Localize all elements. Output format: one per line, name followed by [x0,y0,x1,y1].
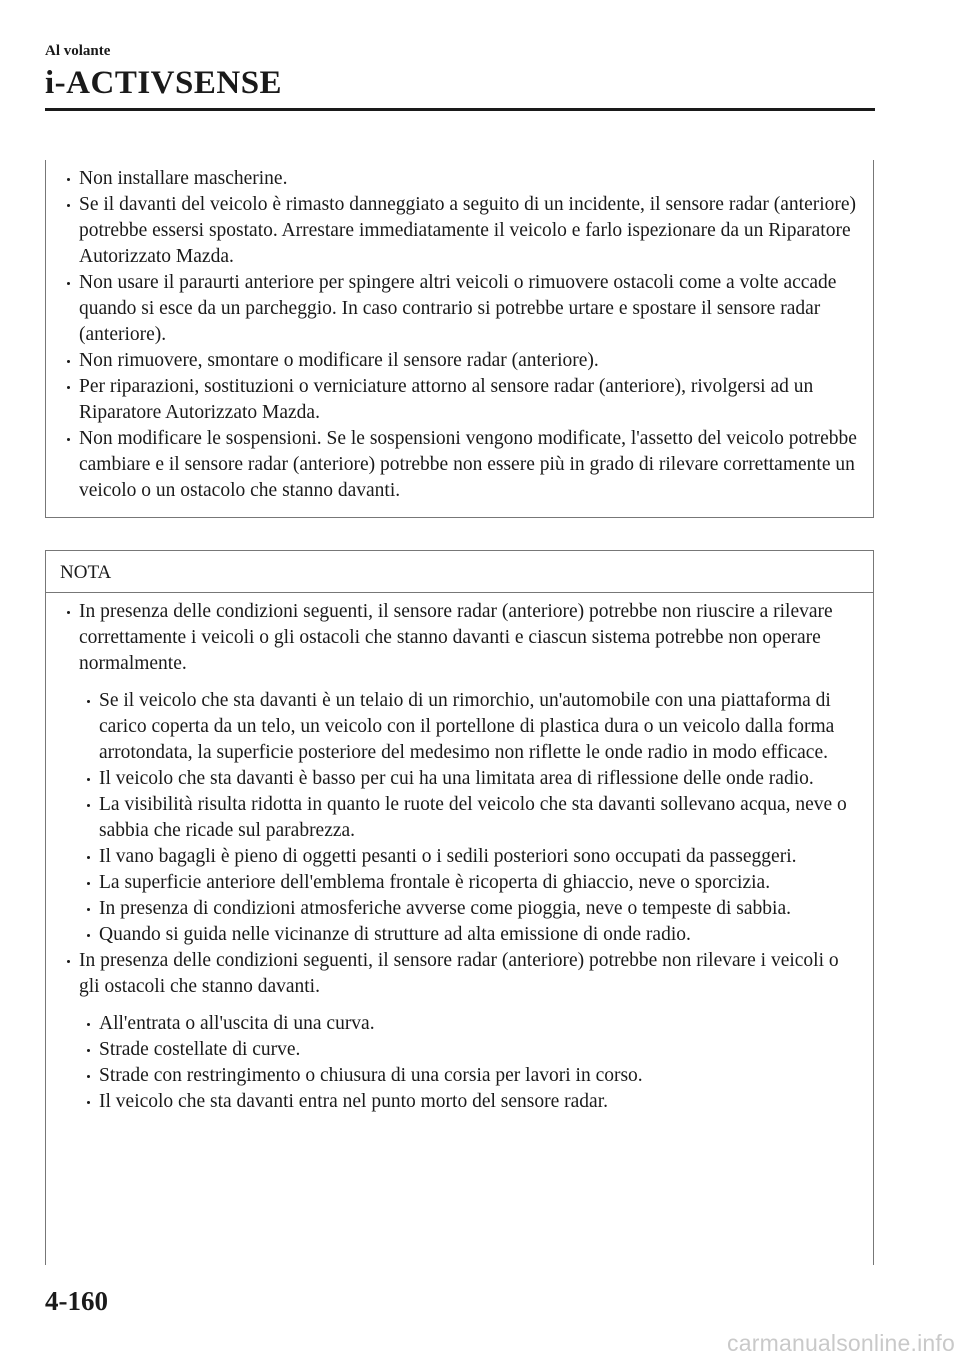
note-sub-item: Il veicolo che sta davanti è basso per cui ha una limitata area di riflessione delle onde radio. [99,766,871,792]
note-sub-list [79,688,863,948]
note-sub-item: La visibilità risulta ridotta in quanto le ruote del veicolo che sta davanti sollevano acqua, neve o sabbia che ricade sul parabrezza. [99,792,871,844]
caution-item: Se il davanti del veicolo è rimasto danneggiato a seguito di un incidente, il sensore radar (anteriore) potrebbe essersi spostato. Arrestare immediatamente il veicolo e farlo ispezionare da un Riparatore Autorizzato Mazda. [79,192,863,270]
chapter-title: i-ACTIVSENSE [45,65,283,101]
page-number: 4-160 [45,1286,108,1316]
caution-item: Non usare il paraurti anteriore per spingere altri veicoli o rimuovere ostacoli come a volte accade quando si esce da un parcheggio. In caso contrario si potrebbe urtare e spostare il sensore radar (anteriore). [79,270,863,348]
caution-item: Non modificare le sospensioni. Se le sospensioni vengono modificate, l'assetto del veicolo potrebbe cambiare e il sensore radar (anteriore) potrebbe non essere più in grado di rilevare correttamente un veicolo o un ostacolo che stanno davanti. [79,426,863,504]
note-sub-item: Se il veicolo che sta davanti è un telaio di un rimorchio, un'automobile con una piattaforma di carico coperta da un telo, un veicolo con il portellone di plastica dura o un veicolo dalla forma arrotondata, la superficie posteriore del medesimo non riflette le onde radio in modo efficace. [99,688,871,766]
note-sub-item: All'entrata o all'uscita di una curva. [99,1011,871,1037]
header-divider [45,108,875,111]
note-item-text: In presenza delle condizioni seguenti, il sensore radar (anteriore) potrebbe non riuscire a rilevare correttamente i veicoli o gli ostacoli che stanno davanti e ciascun sistema potrebbe non operare normalmente. [79,601,833,674]
caution-item: Per riparazioni, sostituzioni o verniciature attorno al sensore radar (anteriore), rivolgersi ad un Riparatore Autorizzato Mazda. [79,374,863,426]
caution-list [46,160,873,504]
note-item-text: In presenza delle condizioni seguenti, il sensore radar (anteriore) potrebbe non rilevare i veicoli o gli ostacoli che stanno davanti. [79,950,839,997]
note-sub-item: Strade costellate di curve. [99,1037,871,1063]
note-list [46,593,873,1115]
note-item [79,599,863,948]
section-label: Al volante [45,43,111,59]
note-sub-item: Il vano bagagli è pieno di oggetti pesanti o i sedili posteriori sono occupati da passeggeri. [99,844,871,870]
watermark: carmanualsonline.info [727,1330,955,1356]
note-sub-item: In presenza di condizioni atmosferiche avverse come pioggia, neve o tempeste di sabbia. [99,896,871,922]
note-heading: NOTA [46,551,873,593]
note-box [45,550,874,1265]
note-sub-list [79,1011,863,1115]
caution-item: Non installare mascherine. [79,166,863,192]
caution-item: Non rimuovere, smontare o modificare il sensore radar (anteriore). [79,348,863,374]
caution-box [45,160,874,518]
note-sub-item: La superficie anteriore dell'emblema frontale è ricoperta di ghiaccio, neve o sporcizia. [99,870,871,896]
note-sub-item: Strade con restringimento o chiusura di una corsia per lavori in corso. [99,1063,871,1089]
page-header [45,42,875,102]
note-sub-item: Quando si guida nelle vicinanze di strutture ad alta emissione di onde radio. [99,922,871,948]
note-sub-item: Il veicolo che sta davanti entra nel punto morto del sensore radar. [99,1089,871,1115]
note-item [79,948,863,1115]
